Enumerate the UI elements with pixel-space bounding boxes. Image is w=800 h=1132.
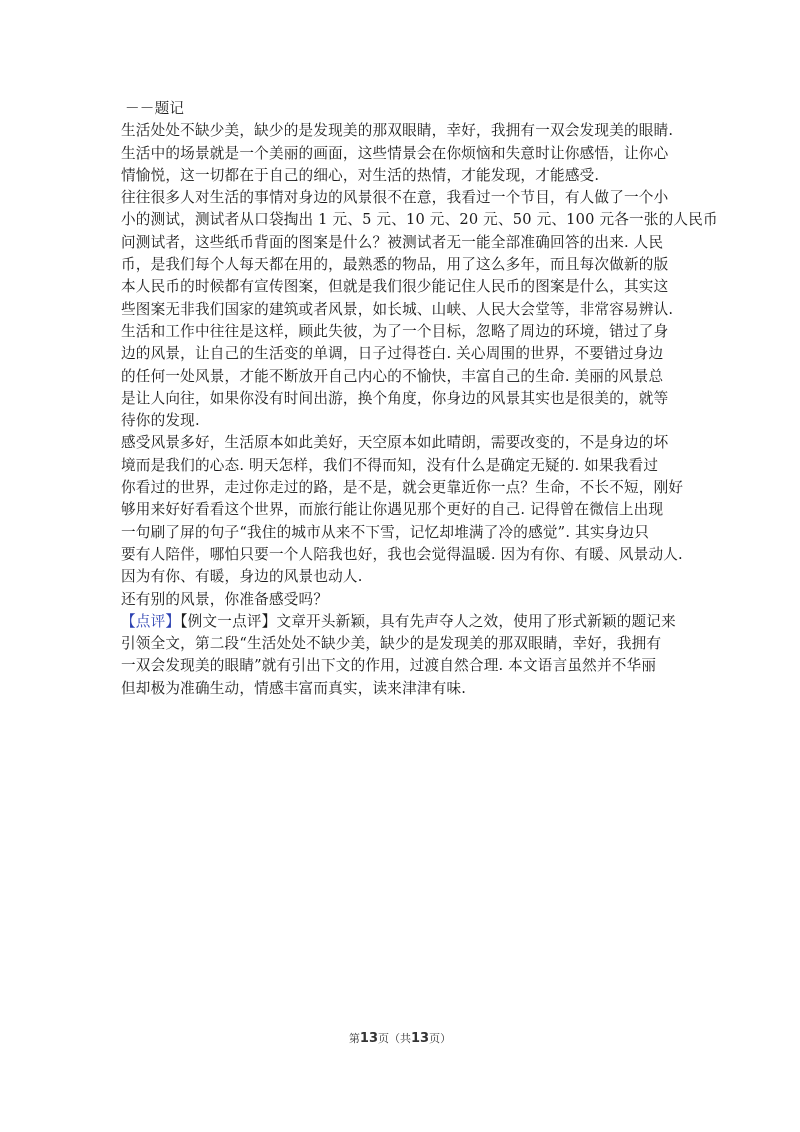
footer-middle: 页（共 xyxy=(378,1032,411,1045)
paragraph-line: 你看过的世界，走过你走过的路，是不是，就会更靠近你一点？生命，不长不短，刚好 xyxy=(121,479,684,497)
paragraph-line: 本人民币的时候都有宣传图案，但就是我们很少能记住人民币的图案是什么，其实这 xyxy=(121,278,669,296)
paragraph-line: 边的风景，让自己的生活变的单调，日子过得苍白. 关心周围的世界，不要错过身边 xyxy=(121,345,664,363)
paragraph-line: 是让人向往，如果你没有时间出游，换个角度，你身边的风景其实也是很美的，就等 xyxy=(121,389,669,407)
comment-text: 【例文一点评】文章开头新颖，具有先声夺人之效，使用了形式新颖的题记来 xyxy=(180,612,676,630)
paragraph-line: 情愉悦，这一切都在于自己的细心，对生活的热情，才能发现，才能感受. xyxy=(121,166,600,184)
paragraph-line: 生活和工作中往往是这样，顾此失彼，为了一个目标，忽略了周边的环境，错过了身 xyxy=(121,322,669,340)
paragraph-line: 生活中的场景就是一个美丽的画面，这些情景会在你烦恼和失意时让你感悟，让你心 xyxy=(121,144,669,162)
paragraph-line: 的任何一处风景，才能不断放开自己内心的不愉快，丰富自己的生命. 美丽的风景总 xyxy=(121,367,664,385)
comment-line: 引领全文，第二段“生活处处不缺少美，缺少的是发现美的那双眼睛，幸好，我拥有 xyxy=(121,635,662,653)
footer-prefix: 第 xyxy=(348,1032,360,1045)
paragraph-line: 境而是我们的心态. 明天怎样，我们不得而知，没有什么是确定无疑的. 如果我看过 xyxy=(121,456,659,474)
page-number: 13 xyxy=(359,1031,378,1046)
total-pages: 13 xyxy=(411,1031,430,1046)
paragraph-line: 小的测试，测试者从口袋掏出 1 元、5 元、10 元、20 元、50 元、100 元各一张的人民币 xyxy=(121,211,718,229)
paragraph-line: 够用来好好看看这个世界，而旅行能让你遇见那个更好的自己. 记得曾在微信上出现 xyxy=(121,501,664,519)
paragraph-line: 些图案无非我们国家的建筑或者风景，如长城、山峡、人民大会堂等，非常容易辨认. xyxy=(121,300,674,318)
comment-first-line xyxy=(121,611,687,633)
paragraph-line: 一句刷了屏的句子“我住的城市从来不下雪，记忆却堆满了冷的感觉”. 其实身边只 xyxy=(121,523,649,541)
comment-tag: 【点评】 xyxy=(121,612,181,630)
footer-suffix: 页） xyxy=(429,1032,452,1045)
document-body xyxy=(121,98,718,700)
paragraph-line: 币，是我们每个人每天都在用的，最熟悉的物品，用了这么多年，而且每次做新的版 xyxy=(121,256,669,274)
paragraph-line: 感受风景多好，生活原本如此美好，天空原本如此晴朗，需要改变的，不是身边的坏 xyxy=(121,434,669,452)
page-footer xyxy=(0,1030,800,1046)
paragraph-line: 问测试者，这些纸币背面的图案是什么？被测试者无一能全部准确回答的出来. 人民 xyxy=(121,233,664,251)
comment-line: 但却极为准确生动，情感丰富而真实，读来津津有味. xyxy=(121,679,467,697)
comment-line: 一双会发现美的眼睛”就有引出下文的作用，过渡自然合理. 本文语言虽然并不华丽 xyxy=(121,657,657,675)
paragraph-line: 还有别的风景，你准备感受吗？ xyxy=(121,590,329,608)
paragraph-line: 要有人陪伴，哪怕只要一个人陪我也好，我也会觉得温暖. 因为有你、有暖、风景动人. xyxy=(121,545,683,563)
paragraph-line: 待你的发现. xyxy=(121,412,200,430)
paragraph-line: 往往很多人对生活的事情对身边的风景很不在意，我看过一个节目，有人做了一个小 xyxy=(121,189,669,207)
epigraph-line: －－题记 xyxy=(125,100,185,117)
paragraph-line: 生活处处不缺少美，缺少的是发现美的那双眼睛，幸好，我拥有一双会发现美的眼睛. xyxy=(121,122,674,140)
paragraph-line: 因为有你、有暖，身边的风景也动人. xyxy=(121,568,363,586)
